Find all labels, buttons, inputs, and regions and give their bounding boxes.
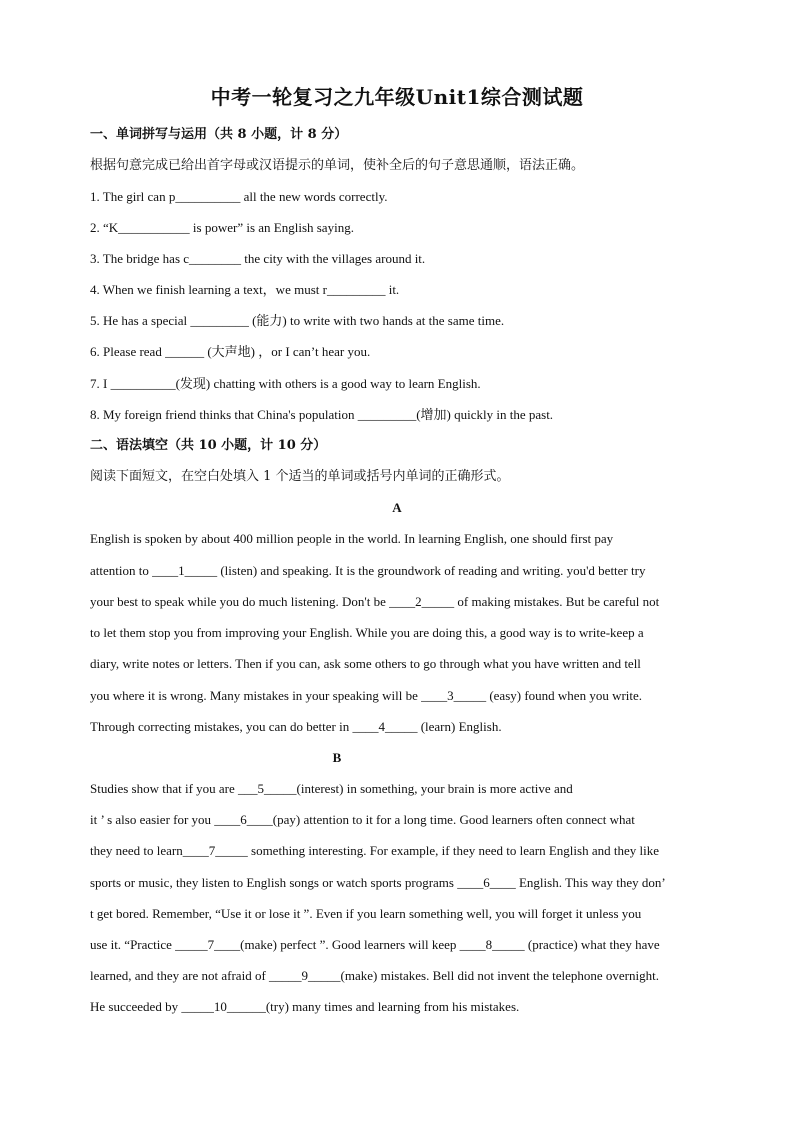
section1-heading: 一、单词拼写与运用（共 8 小题，计 8 分） <box>90 127 348 142</box>
passage-b-line: sports or music, they listen to English songs or watch sports programs ____6____ English. This way they don’ <box>90 875 666 890</box>
passage-a-line: your best to speak while you do much listening. Don't be ____2_____ of making mistakes. But be careful not <box>90 594 660 609</box>
passage-a-line: diary, write notes or letters. Then if you can, ask some others to go through what you have written and tell <box>90 656 641 671</box>
passage-b-line: learned, and they are not afraid of _____9_____(make) mistakes. Bell did not invent the telephone overnight. <box>90 968 659 983</box>
section1-instruction: 根据句意完成已给出首字母或汉语提示的单词，使补全后的句子意思通顺，语法正确。 <box>90 158 585 173</box>
spelling-item-2: 2. “K___________ is power” is an English saying. <box>90 220 354 235</box>
page-title: 中考一轮复习之九年级Unit1综合测试题 <box>210 85 584 109</box>
passage-a-line: Through correcting mistakes, you can do better in ____4_____ (learn) English. <box>90 719 502 734</box>
passage-a-label: A <box>392 500 402 515</box>
spelling-item-8: 8. My foreign friend thinks that China's population _________(增加) quickly in the past. <box>90 407 554 422</box>
passage-a-line: attention to ____1_____ (listen) and speaking. It is the groundwork of reading and writing. you'd better try <box>90 563 646 578</box>
passage-b-line: use it. “Practice _____7____(make) perfect ”. Good learners will keep ____8_____ (practice) what they have <box>90 937 660 952</box>
section2-heading: 二、语法填空（共 10 小题，计 10 分） <box>90 438 327 453</box>
passage-b-line: t get bored. Remember, “Use it or lose it ”. Even if you learn something well, you will forget it unless you <box>90 906 642 921</box>
passage-b-line: He succeeded by _____10______(try) many times and learning from his mistakes. <box>90 999 520 1014</box>
passage-b-label: B <box>332 750 342 765</box>
spelling-item-5: 5. He has a special _________ (能力) to write with two hands at the same time. <box>90 313 505 328</box>
spelling-item-6: 6. Please read ______ (大声地) ，or I can’t hear you. <box>90 344 371 359</box>
passage-b-line: they need to learn____7_____ something interesting. For example, if they need to learn English and they like <box>90 843 659 858</box>
passage-b-line: Studies show that if you are ___5_____(interest) in something, your brain is more active and <box>90 781 573 796</box>
spelling-item-3: 3. The bridge has c________ the city with the villages around it. <box>90 251 426 266</box>
spelling-item-4: 4. When we finish learning a text，we must r_________ it. <box>90 282 400 297</box>
section2-instruction: 阅读下面短文，在空白处填入 1 个适当的单词或括号内单词的正确形式。 <box>90 469 510 484</box>
passage-a-line: you where it is wrong. Many mistakes in your speaking will be ____3_____ (easy) found when you write. <box>90 688 643 703</box>
passage-b-line: it ’ s also easier for you ____6____(pay) attention to it for a long time. Good learners often connect what <box>90 812 635 827</box>
spelling-item-1: 1. The girl can p__________ all the new words correctly. <box>90 189 388 204</box>
passage-a-line: English is spoken by about 400 million people in the world. In learning English, one should first pay <box>90 531 614 546</box>
spelling-item-7: 7. I __________(发现) chatting with others is a good way to learn English. <box>90 376 481 391</box>
passage-a-line: to let them stop you from improving your English. While you are doing this, a good way is to write-keep a <box>90 625 644 640</box>
